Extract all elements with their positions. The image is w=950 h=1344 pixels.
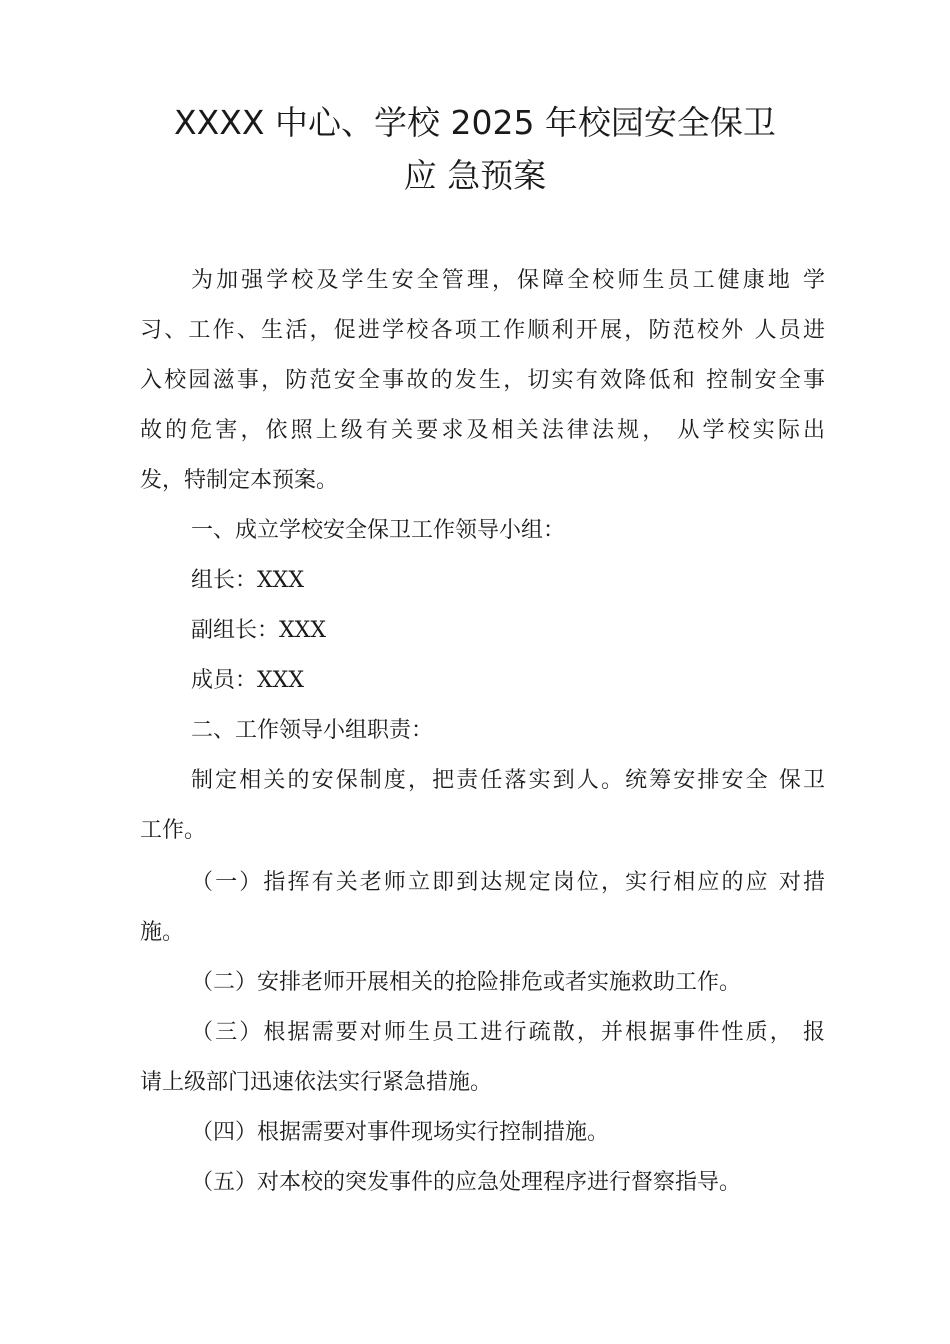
section-1-heading: 一、成立学校安全保卫工作领导小组： bbox=[191, 518, 566, 543]
duty-intro-line-2: 工作。 bbox=[140, 818, 207, 843]
item-4-line: （四）根据需要对事件现场实行控制措施。 bbox=[191, 1120, 610, 1145]
document-title-line-2: 应 急预案 bbox=[403, 156, 547, 195]
item-3-line-1: （三）根据需要对师生员工进行疏散，并根据事件性质， 报 bbox=[191, 1020, 825, 1045]
intro-line-2: 习、工作、生活，促进学校各项工作顺利开展，防范校外 人员进 bbox=[140, 318, 825, 343]
intro-line-3: 入校园滋事，防范安全事故的发生，切实有效降低和 控制安全事 bbox=[140, 368, 825, 393]
intro-line-5: 发，特制定本预案。 bbox=[140, 468, 339, 493]
leader-line: 组长：XXX bbox=[191, 568, 304, 593]
section-2-heading: 二、工作领导小组职责： bbox=[191, 718, 434, 743]
item-1-line-1: （一）指挥有关老师立即到达规定岗位，实行相应的应 对措 bbox=[191, 870, 825, 895]
item-1-line-2: 施。 bbox=[140, 920, 185, 945]
deputy-leader-line: 副组长：XXX bbox=[191, 618, 326, 643]
intro-line-4: 故的危害，依照上级有关要求及相关法律法规， 从学校实际出 bbox=[140, 418, 825, 443]
item-2-line: （二）安排老师开展相关的抢险排危或者实施救助工作。 bbox=[191, 970, 742, 995]
members-line: 成员：XXX bbox=[191, 668, 304, 693]
intro-line-1: 为加强学校及学生安全管理，保障全校师生员工健康地 学 bbox=[191, 268, 825, 293]
document-title-line-1: XXXX 中心、学校 2025 年校园安全保卫 bbox=[174, 103, 776, 142]
duty-intro-line-1: 制定相关的安保制度，把责任落实到人。统筹安排安全 保卫 bbox=[191, 768, 825, 793]
item-5-line: （五）对本校的突发事件的应急处理程序进行督察指导。 bbox=[191, 1170, 742, 1195]
item-3-line-2: 请上级部门迅速依法实行紧急措施。 bbox=[140, 1070, 493, 1095]
